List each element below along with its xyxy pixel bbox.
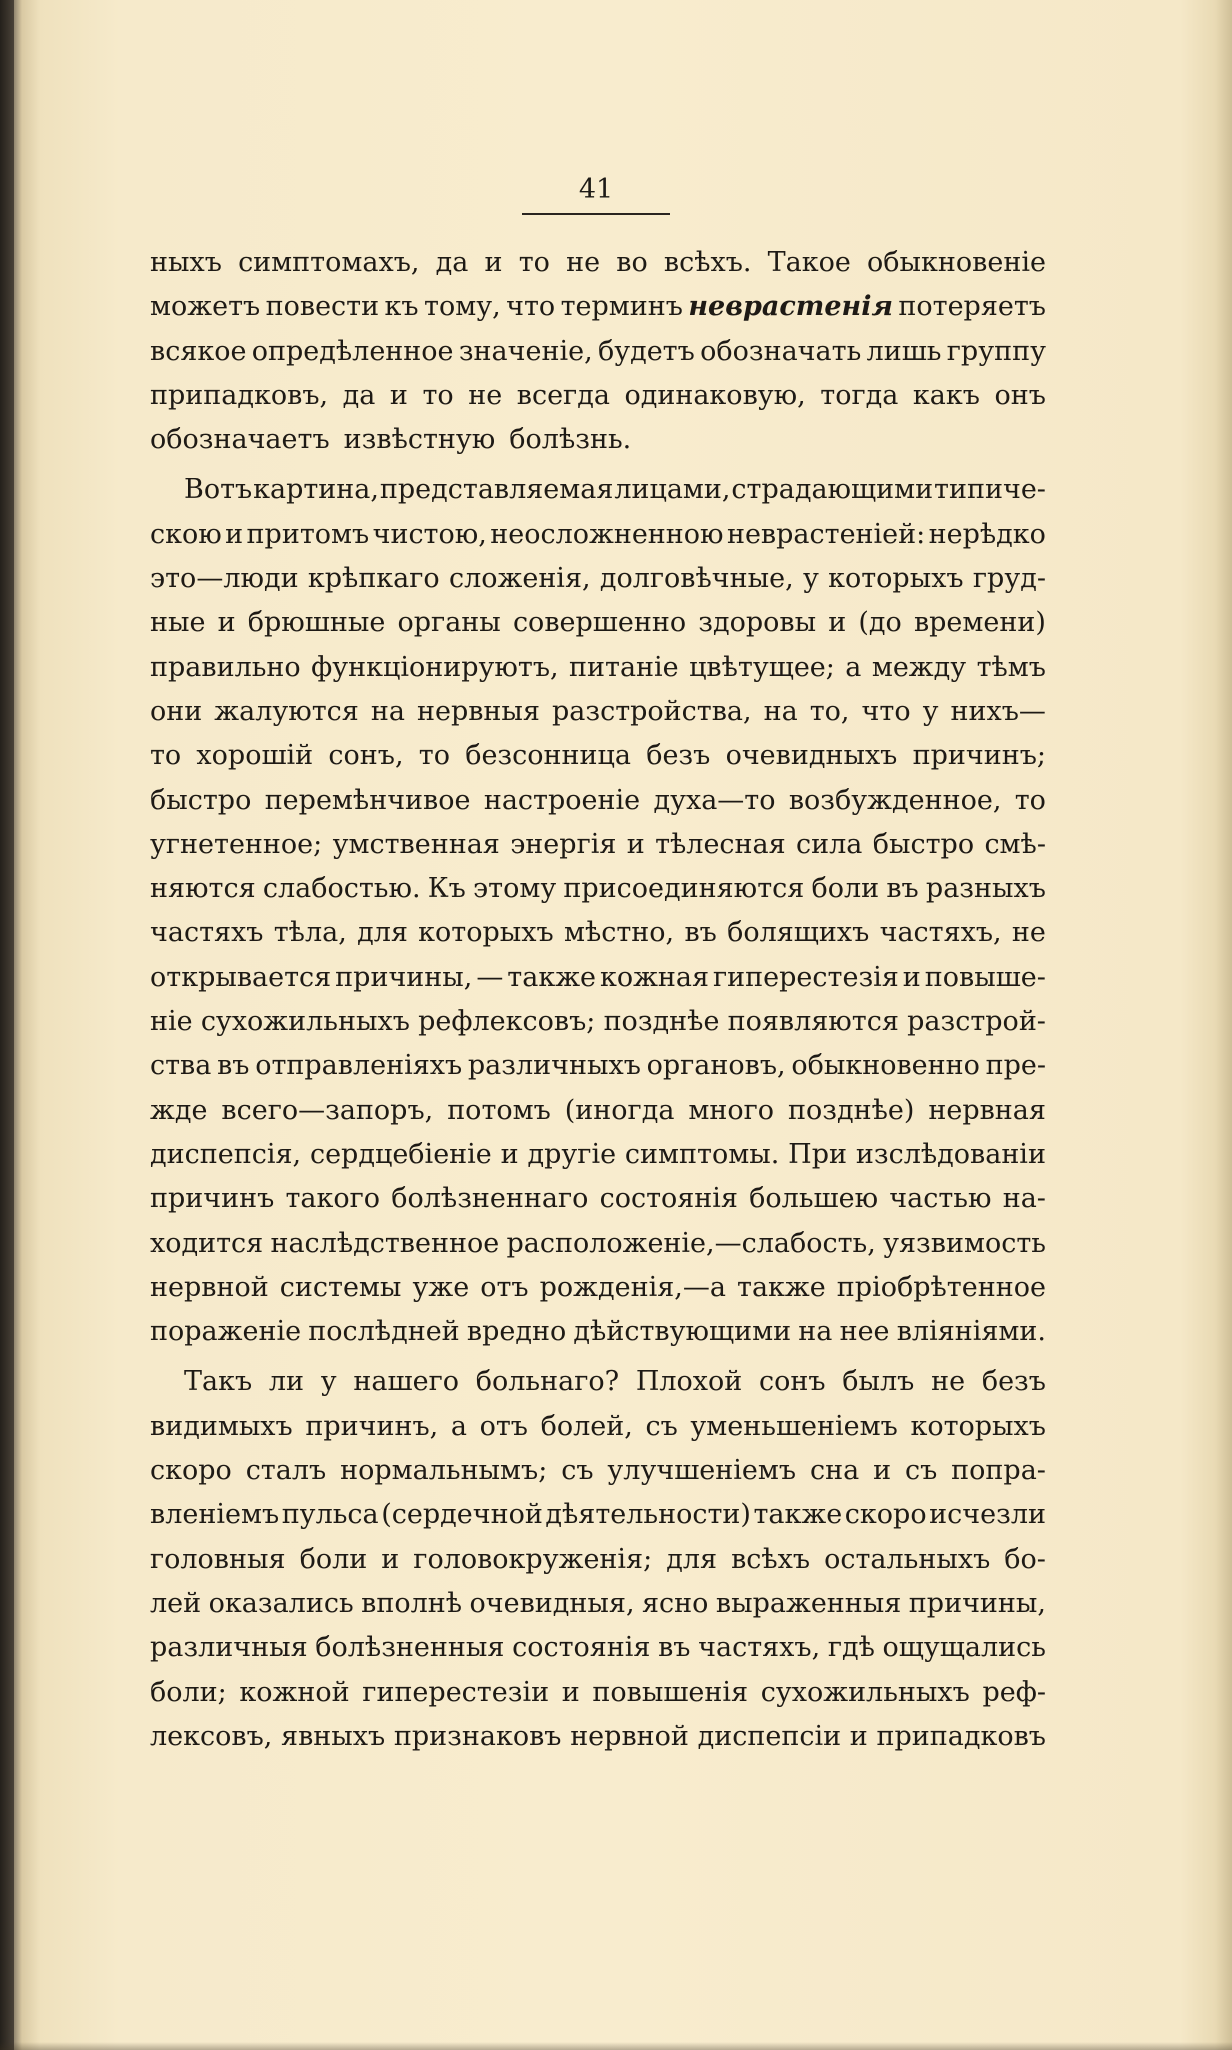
text-line: ходится наслѣдственное расположеніе,—слабость, уязвимость: [150, 1227, 1046, 1259]
text-line: Такъ ли у нашего больнаго? Плохой сонъ былъ не безъ: [184, 1366, 1046, 1398]
text-line: лексовъ, явныхъ признаковъ нервной диспепсіи и припадковъ: [150, 1720, 1046, 1752]
text-line: различныя болѣзненныя состоянія въ частяхъ, гдѣ ощущались: [150, 1632, 1046, 1664]
text-line: нервной системы уже отъ рожденія,—а также пріобрѣтенное: [150, 1271, 1046, 1303]
text-line: частяхъ тѣла, для которыхъ мѣстно, въ болящихъ частяхъ, не: [150, 917, 1046, 949]
text-line: припадковъ, да и то не всегда одинаковую, тогда какъ онъ: [150, 379, 1046, 411]
text-line: боли; кожной гиперестезіи и повышенія сухожильныхъ реф-: [150, 1676, 1046, 1708]
text-line: Вотъ картина, представляемая лицами, страдающими типиче-: [184, 474, 1046, 506]
book-spine-shadow: [0, 0, 14, 2050]
text-line: обозначаетъ извѣстную болѣзнь.: [150, 424, 632, 456]
text-line: ные и брюшные органы совершенно здоровы и (до времени): [150, 607, 1046, 639]
text-line: быстро перемѣнчивое настроеніе духа—то возбужденное, то: [150, 784, 1046, 816]
paragraph: [150, 241, 1046, 462]
text-line: пораженіе послѣдней вредно дѣйствующими на нее вліяніями.: [150, 1316, 1046, 1348]
text-line: ніе сухожильныхъ рефлексовъ; позднѣе появляются разстрой-: [150, 1006, 1046, 1038]
text-line: скою и притомъ чистою, неосложненною неврастеніей: нерѣдко: [150, 518, 1046, 550]
paragraph: [150, 1360, 1046, 1759]
text-line: открывается причины, — также кожная гиперестезія и повыше-: [150, 961, 1046, 993]
text-line: лей оказались вполнѣ очевидныя, ясно выраженныя причины,: [150, 1587, 1046, 1619]
text-line: ства въ отправленіяхъ различныхъ органовъ, обыкновенно пре-: [150, 1050, 1046, 1082]
page-number: 41: [578, 174, 614, 205]
text-line: это—люди крѣпкаго сложенія, долговѣчные, у которыхъ груд-: [150, 563, 1046, 595]
text-line: скоро сталъ нормальнымъ; съ улучшеніемъ сна и съ попра-: [150, 1455, 1046, 1487]
paragraph: [150, 468, 1046, 1354]
body-text: [150, 241, 1046, 1759]
text-line: всякое опредѣленное значеніе, будетъ обозначать лишь группу: [150, 335, 1046, 367]
text-line: няются слабостью. Къ этому присоединяются боли въ разныхъ: [150, 873, 1046, 905]
text-line: угнетенное; умственная энергія и тѣлесная сила быстро смѣ-: [150, 828, 1046, 860]
text-line: диспепсія, сердцебіеніе и другіе симптомы. При изслѣдованіи: [150, 1138, 1046, 1170]
text-line: то хорошій сонъ, то безсонница безъ очевидныхъ причинъ;: [150, 740, 1046, 772]
text-line: вленіемъ пульса (сердечной дѣятельности) также скоро исчезли: [150, 1499, 1046, 1531]
page-bottom-edge: [0, 2042, 1232, 2050]
text-line: правильно функціонируютъ, питаніе цвѣтущее; а между тѣмъ: [150, 651, 1046, 683]
text-line: причинъ такого болѣзненнаго состоянія большею частью на-: [150, 1183, 1046, 1215]
text-line: ныхъ симптомахъ, да и то не во всѣхъ. Такое обыкновеніе: [150, 247, 1046, 278]
text-line: видимыхъ причинъ, а отъ болей, съ уменьшеніемъ которыхъ: [150, 1410, 1046, 1442]
text-line: головныя боли и головокруженія; для всѣхъ остальныхъ бо-: [150, 1543, 1046, 1575]
text-line: они жалуются на нервныя разстройства, на то, что у нихъ—: [150, 695, 1046, 727]
page-number-rule: [522, 213, 670, 215]
text-line: можетъ повести къ тому, что терминъ неврастенія потеряетъ: [150, 291, 1046, 323]
text-line: жде всего—запоръ, потомъ (иногда много позднѣе) нервная: [150, 1094, 1046, 1126]
